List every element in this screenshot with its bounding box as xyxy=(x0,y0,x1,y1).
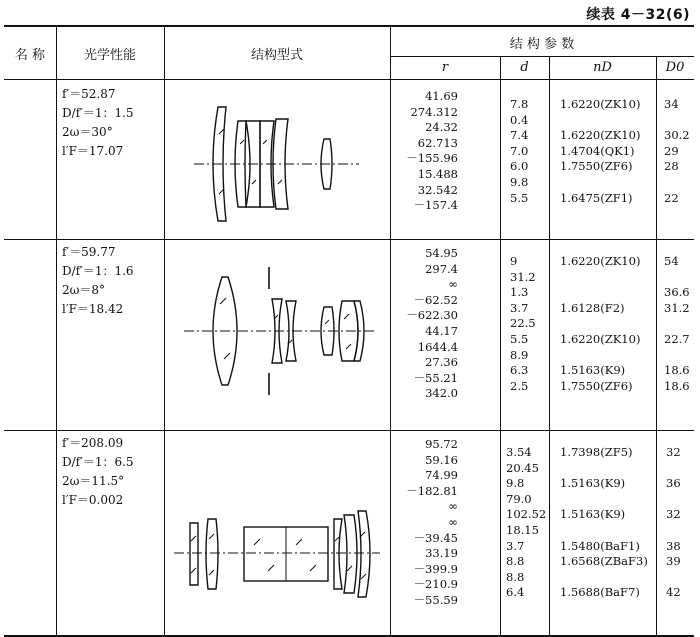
focal-length: f′＝52.87 xyxy=(62,87,116,101)
relative-aperture: D/f′＝1：1.6 xyxy=(62,264,134,278)
row2-nd-values: 1.6220(ZK10) 1.6128(F2) 1.6220(ZK10) 1.5163(K9) 1.7550(ZF6) xyxy=(560,254,641,393)
field-angle: 2ω＝11.5° xyxy=(62,474,125,488)
row1-r-values: 41.69 274.312 24.32 62.713 －155.96 15.488 32.542 －157.4 xyxy=(406,89,458,213)
row2-lens-diagram xyxy=(174,249,384,424)
grid-line xyxy=(656,56,657,635)
grid-line xyxy=(4,430,694,431)
back-focal-length: l′F＝18.42 xyxy=(62,302,124,316)
row1-nd-values: 1.6220(ZK10) 1.6220(ZK10) 1.4704(QK1) 1.7550(ZF6) 1.6475(ZF1) xyxy=(560,97,641,205)
row1-d-values: 7.8 0.4 7.4 7.0 6.0 9.8 5.5 xyxy=(510,97,529,205)
grid-line xyxy=(500,56,501,635)
row2-d-values: 9 31.2 1.3 3.7 22.5 5.5 8.9 6.3 2.5 xyxy=(510,254,536,393)
grid-line xyxy=(549,56,550,635)
header-nd: nD xyxy=(593,60,612,75)
focal-length: f′＝208.09 xyxy=(62,436,124,450)
row1-lens-diagram xyxy=(174,89,374,234)
table-caption: 续表 4－32(6) xyxy=(586,7,690,23)
header-params: 结 构 参 数 xyxy=(509,37,575,52)
header-structure: 结构型式 xyxy=(250,48,303,63)
row3-lens-diagram xyxy=(170,501,384,611)
field-angle: 2ω＝30° xyxy=(62,125,113,139)
header-performance: 光学性能 xyxy=(83,48,136,63)
header-name: 名 称 xyxy=(14,48,46,63)
header-d: d xyxy=(520,60,529,75)
back-focal-length: l′F＝17.07 xyxy=(62,144,124,158)
relative-aperture: D/f′＝1：6.5 xyxy=(62,455,134,469)
grid-line xyxy=(164,27,165,635)
row2-performance xyxy=(62,243,134,319)
relative-aperture: D/f′＝1：1.5 xyxy=(62,106,134,120)
focal-length: f′＝59.77 xyxy=(62,245,116,259)
row3-performance xyxy=(62,434,134,510)
row3-r-values: 95.72 59.16 74.99 －182.81 ∞ ∞ －39.45 33.19 －399.9 －210.9 －55.59 xyxy=(406,437,458,607)
lens-table xyxy=(4,25,694,637)
grid-line xyxy=(390,56,694,57)
row1-d0-values: 34 30.2 29 28 22 xyxy=(664,97,690,205)
back-focal-length: l′F＝0.002 xyxy=(62,493,124,507)
field-angle: 2ω＝8° xyxy=(62,283,106,297)
header-r: r xyxy=(441,60,449,75)
row3-nd-values: 1.7398(ZF5) 1.5163(K9) 1.5163(K9) 1.5480(BaF1) 1.6568(ZBaF3) 1.5688(BaF7) xyxy=(560,445,648,600)
grid-line xyxy=(4,79,694,80)
row2-d0-values: 54 36.6 31.2 22.7 18.6 18.6 xyxy=(664,254,690,393)
row2-r-values: 54.95 297.4 ∞ －62.52 －622.30 44.17 1644.4 27.36 －55.21 342.0 xyxy=(406,246,458,401)
grid-line xyxy=(56,27,57,635)
grid-line xyxy=(390,27,391,635)
row3-d-values: 3.54 20.45 9.8 79.0 102.52 18.15 3.7 8.8 8.8 6.4 xyxy=(506,445,547,600)
grid-line xyxy=(4,239,694,240)
row1-performance xyxy=(62,85,134,161)
row3-d0-values: 32 36 32 38 39 42 xyxy=(666,445,681,600)
header-d0: D0 xyxy=(665,60,685,75)
